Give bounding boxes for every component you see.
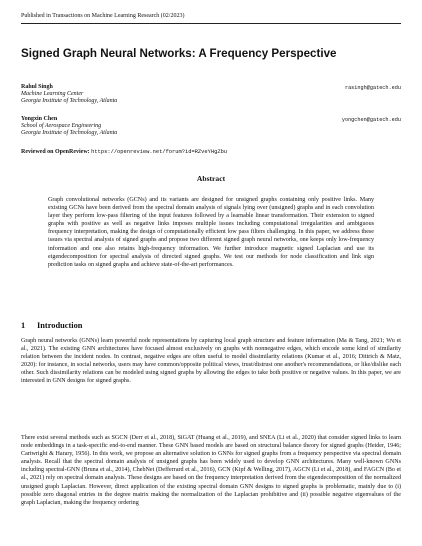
review-line: [21, 149, 227, 155]
author-email: rasingh@gatech.edu: [344, 85, 401, 91]
running-header: Published in Transactions on Machine Learning Research (02/2023): [21, 13, 185, 19]
author-email: yongchen@gatech.edu: [341, 117, 401, 123]
author-name: Rahul Singh: [21, 84, 53, 90]
author-affiliation: Georgia Institute of Technology, Atlanta: [21, 130, 118, 137]
review-label: Reviewed on OpenReview:: [21, 149, 90, 155]
author-block-2: [21, 116, 117, 137]
abstract-heading: Abstract: [196, 174, 226, 183]
review-url: https://openreview.net/forum?id=RZveYHgZbu: [91, 149, 228, 155]
author-affiliation: School of Aerospace Engineering: [21, 123, 102, 130]
author-block-1: [21, 84, 117, 105]
author-name: Yongxin Chen: [21, 116, 58, 122]
section-title: Introduction: [37, 321, 83, 330]
intro-paragraph: There exist several methods such as SGCN (Derr et al., 2018), SiGAT (Huang et al., 2019), and SNEA (Li et al., 2020) that consider signed links to learn node embeddings in a task-specific end-to-end manner. These GNN based models are based on structural balance theory for signed graphs (Heider, 1946; Cartwright & Harary, 1956). In this work, we propose an alternative solution to GNNs for signed graphs from a frequency perspective via spectral domain analysis. Recall that the spectral domain analysis of unsigned graphs has been widely used to develop GNN architectures. Many well-known GNNs including spectral-GNN (Bruna et al., 2014), ChebNet (Defferrard et al., 2016), GCN (Kipf & Welling, 2017), AGCN (Li et al., 2018), and FAGCN (Bo et al., 2021) rely on spectral domain analysis. These designs are based on the frequency interpretation derived from the eigendecomposition of the normalized unsigned graph Laplacian. However, direct application of the existing spectral domain GNN designs to signed graphs is problematic, mainly due to (i) possible zero diagonal entries in the degree matrix making the normalization of the Laplacian prohibitive and (ii) possible negative eigenvalues of the graph Laplacian, making the frequency ordering: [21, 435, 401, 506]
section-heading: [21, 321, 82, 330]
paper-title: Signed Graph Neural Networks: A Frequency Perspective: [21, 47, 337, 60]
abstract-text: Graph convolutional networks (GCNs) and its variants are designed for unsigned graphs containing only positive links. Many existing GCNs have been derived from the spectral domain analysis of signals lying over (unsigned) graphs and in each convolution layer they perform low-pass filtering of the input features followed by a learnable linear transformation. Their extension to signed graphs with positive as well as negative links imposes multiple issues including computational irregularities and ambiguous frequency interpretation, making the design of computationally efficient low pass filters challenging. In this paper, we address these issues via spectral analysis of signed graphs and propose two different signed graph neural networks, one keeps only low-frequency information and one also retains high-frequency information. We further introduce magnetic signed Laplacian and use its eigendecomposition for spectral analysis of directed signed graphs. We test our methods for node classification and link sign prediction tasks on signed graphs and achieve state-of-the-art performances.: [48, 197, 374, 268]
author-affiliation: Machine Learning Center: [21, 91, 84, 98]
header-rule: [21, 23, 401, 24]
author-affiliation: Georgia Institute of Technology, Atlanta: [21, 98, 118, 105]
intro-paragraph: Graph neural networks (GNNs) learn powerful node representations by capturing local graph structure and feature information (Ma & Tang, 2021; Wu et al., 2021). The existing GNN architectures have focused almost exclusively on graphs with nonnegative edges, which encode some kind of similarity relation between the incident nodes. In contrast, negative edges are often useful to model dissimilarity relations (Kumar et al., 2016; Dittrich & Matz, 2020): for instance, in social networks, users may have common/opposite political views, trust/distrust one another's recommendations, or like/dislike each other. Such dissimilarity relations can be modeled using signed graphs by allowing the edges to take both positive or negative values. In this paper, we are interested in GNN designs for signed graphs.: [21, 338, 401, 385]
section-number: 1: [21, 321, 26, 330]
